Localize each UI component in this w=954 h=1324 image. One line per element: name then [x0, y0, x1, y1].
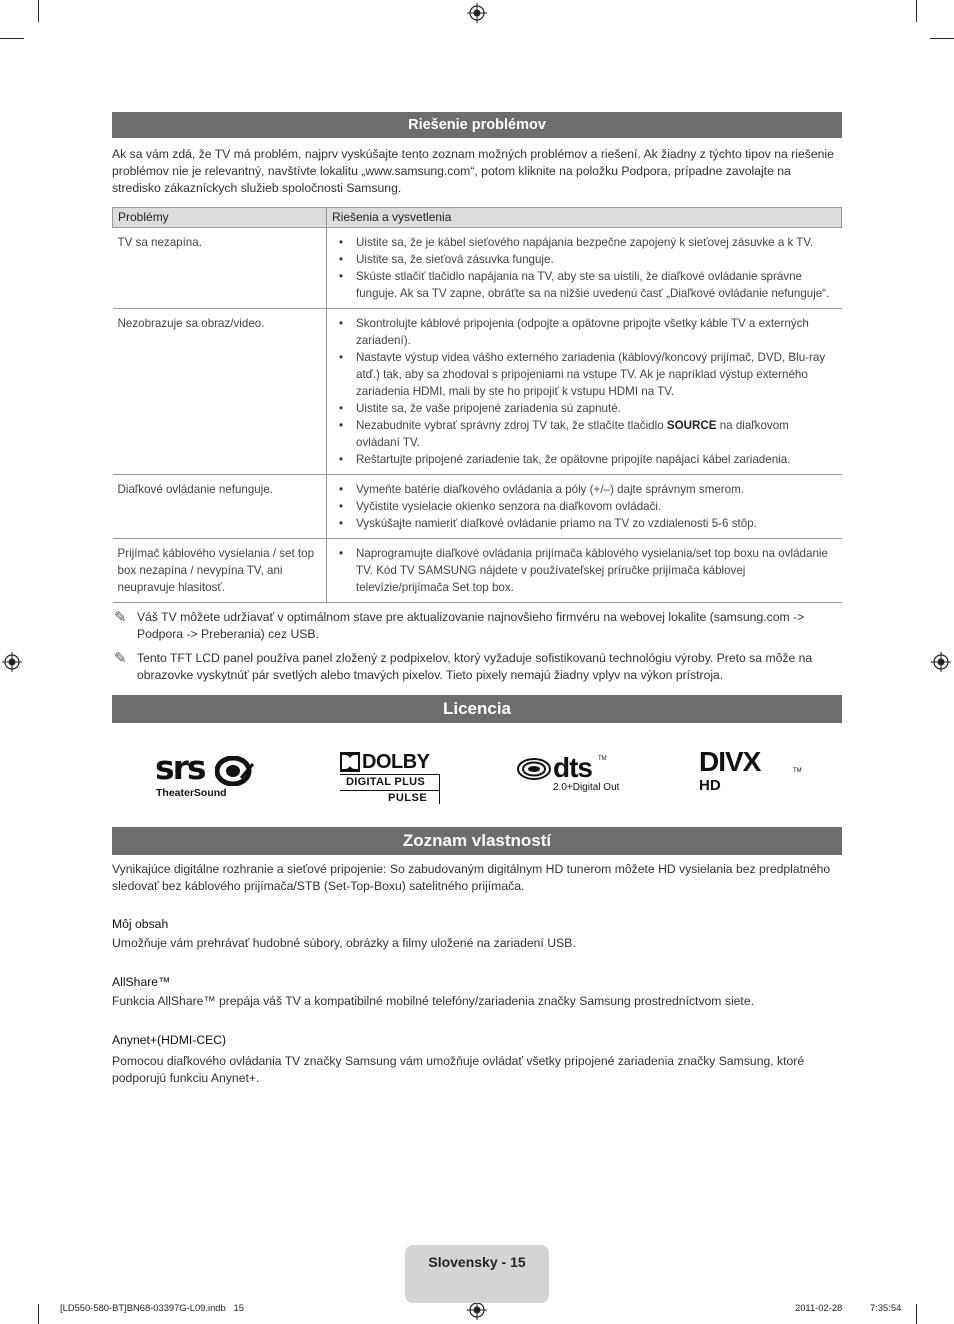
srs-logo-subtitle: TheaterSound	[156, 787, 227, 799]
divx-logo-text: DIVX	[699, 746, 761, 777]
list-item: • Reštartujte pripojené zariadenie tak, že opätovne pripojíte napájací kábel zariadenia.	[332, 451, 837, 468]
dolby-double-d-icon	[340, 752, 360, 772]
srs-theatersound-logo	[155, 748, 265, 802]
divx-hd-logo	[699, 746, 803, 796]
crop-mark	[916, 0, 917, 22]
feature-title-my-content: Môj obsah	[112, 917, 169, 931]
troubleshooting-intro: Ak sa vám zdá, že TV má problém, najprv vyskúšajte tento zoznam možných problémov a riešení. Ak žiadny z týchto tipov na riešenie problémov nie je relevantný, navštívte lokalitu „www.samsung.com“, potom kliknite na položku Podpora, prípadne zavolajte na stredisko zákazníckych služieb spoločnosti Samsung.	[112, 147, 834, 195]
source-key-label: SOURCE	[666, 419, 717, 432]
dolby-divider	[340, 790, 440, 791]
list-item: • Naprogramujte diaľkové ovládania prijímača káblového vysielania/set top boxu na ovládanie TV. Kód TV SAMSUNG nájdete v používateľskej príručke prijímača káblovej televízie/prijímača Set top box.	[332, 545, 837, 596]
registration-mark-icon	[2, 652, 22, 672]
srs-logo-text: srs	[155, 748, 205, 787]
dolby-side-line	[439, 774, 440, 804]
feature-text-my-content: Umožňuje vám prehrávať hudobné súbory, obrázky a filmy uložené na zariadení USB.	[112, 936, 576, 950]
table-row	[113, 475, 842, 539]
list-item: • Uistite sa, že je kábel sieťového napájania bezpečne zapojený k sieťovej zásuvke a k TV.	[332, 234, 837, 251]
list-item: • Vymeňte batérie diaľkového ovládania a póly (+/–) dajte správnym smerom.	[332, 481, 837, 498]
dts-tm-mark: TM	[598, 756, 607, 762]
dolby-logo-text: DOLBY	[362, 751, 430, 773]
list-item: • Vyskúšajte namieriť diaľkové ovládanie priamo na TV zo vzdialenosti 5-6 stôp.	[332, 515, 837, 532]
solutions-cell	[327, 228, 842, 309]
section-title-features: Zoznam vlastností	[112, 827, 842, 855]
dolby-divider	[340, 774, 440, 775]
list-item: • Vyčistite vysielacie okienko senzora na diaľkovom ovládači.	[332, 498, 837, 515]
note-text: Tento TFT LCD panel používa panel zložený z podpixelov, ktorý vyžaduje sofistikovanú technológiu výroby. Preto sa môže na obrazovke vyskytnúť pár svetlých alebo tmavých pixelov. Tieto pixely nemajú žiadny vplyv na výkon prístroja.	[137, 651, 813, 682]
dts-wave-icon	[517, 758, 551, 780]
list-item	[332, 417, 837, 451]
page-number-badge: Slovensky - 15	[405, 1245, 549, 1303]
list-item: • Skontrolujte káblové pripojenia (odpojte a opätovne pripojte všetky káble TV a externých zariadení).	[332, 315, 837, 349]
table-header-row	[113, 208, 842, 228]
feature-title-allshare: AllShare™	[112, 975, 171, 989]
section-title-license: Licencia	[112, 695, 842, 723]
note-pencil-icon: ✎	[114, 609, 127, 626]
table-row	[113, 539, 842, 603]
table-header-solutions: Riešenia a vysvetlenia	[327, 208, 842, 228]
problem-cell: Nezobrazuje sa obraz/video.	[113, 309, 327, 475]
feature-title-anynet: Anynet+(HDMI-CEC)	[112, 1033, 227, 1047]
crop-mark	[38, 1304, 39, 1324]
note-pencil-icon: ✎	[114, 650, 127, 667]
feature-text-anynet: Pomocou diaľkového ovládania TV značky Samsung vám umožňuje ovládať všetky pripojené zariadenia značky Samsung, ktoré podporujú funkciu Anynet+.	[112, 1054, 805, 1085]
table-header-problems: Problémy	[113, 208, 327, 228]
dts-logo	[517, 754, 627, 798]
table-row	[113, 309, 842, 475]
registration-mark-icon	[467, 1300, 487, 1320]
note-firmware	[112, 609, 842, 643]
dolby-pulse-text: PULSE	[388, 792, 428, 804]
note-text: Váš TV môžete udržiavať v optimálnom stave pre aktualizovanie najnovšieho firmvéru na webovej lokalite (samsung.com -> Podpora -> Preberania) cez USB.	[137, 610, 805, 641]
solutions-cell	[327, 475, 842, 539]
problem-cell: Diaľkové ovládanie nefunguje.	[113, 475, 327, 539]
solutions-cell	[327, 539, 842, 603]
troubleshooting-table	[112, 207, 842, 603]
problem-cell: TV sa nezapína.	[113, 228, 327, 309]
list-item: • Nastavte výstup videa vášho externého zariadenia (káblový/koncový prijímač, DVD, Blu-ray atď.) tak, aby sa zhodoval s pripojeniami na vstupe TV. Ak je napríklad výstup externého zariadenia HDMI, mali by ste ho pripojiť k vstupu HDMI na TV.	[332, 349, 837, 400]
solutions-cell	[327, 309, 842, 475]
divx-tm-mark: TM	[793, 768, 802, 774]
divx-hd-text: HD	[699, 777, 721, 794]
list-item-text: Nezabudnite vybrať správny zdroj TV tak, že stlačíte tlačidlo	[356, 419, 667, 432]
crop-mark	[930, 38, 954, 39]
dolby-digital-plus-logo	[340, 752, 444, 806]
crop-mark	[38, 0, 39, 22]
dolby-digital-plus-text: DIGITAL PLUS	[346, 776, 425, 788]
srs-circle-mark-icon	[215, 756, 255, 786]
registration-mark-icon	[931, 652, 951, 672]
crop-mark	[0, 38, 24, 39]
list-item: • Uistite sa, že vaše pripojené zariadenia sú zapnuté.	[332, 400, 837, 417]
table-row	[113, 228, 842, 309]
section-title-troubleshooting: Riešenie problémov	[112, 112, 842, 138]
problem-cell: Prijímač káblového vysielania / set top box nezapína / nevypína TV, ani neupravuje hlasitosť.	[113, 539, 327, 603]
list-item: • Uistite sa, že sieťová zásuvka funguje.	[332, 251, 837, 268]
note-pixels	[112, 650, 842, 684]
features-intro: Vynikajúce digitálne rozhranie a sieťové pripojenie: So zabudovaným digitálnym HD tunerom môžete HD vysielania bez predplatného sledovať bez káblového prijímača/STB (Set-Top-Boxu) satelitného prijímača.	[112, 862, 831, 893]
dts-subtitle: 2.0+Digital Out	[553, 782, 620, 793]
feature-text-allshare: Funkcia AllShare™ prepája váš TV a kompatibilné mobilné telefóny/zariadenia značky Samsung prostredníctvom siete.	[112, 994, 754, 1008]
footer-time: 7:35:54	[870, 1302, 902, 1313]
dts-logo-text: dts	[553, 752, 592, 783]
list-item: • Skúste stlačiť tlačidlo napájania na TV, aby ste sa uistili, že diaľkové ovládanie správne funguje. Ak sa TV zapne, obráťte sa na nižšie uvedenú časť „Diaľkové ovládanie nefunguje“.	[332, 268, 837, 302]
footer-date: 2011-02-28	[795, 1302, 843, 1313]
footer-file-name: [LD550-580-BT]BN68-03397G-L09.indb 15	[60, 1302, 244, 1313]
crop-mark	[916, 1304, 917, 1324]
list-item-text: na diaľkovom ovládaní TV.	[356, 419, 789, 449]
registration-mark-icon	[467, 3, 487, 23]
